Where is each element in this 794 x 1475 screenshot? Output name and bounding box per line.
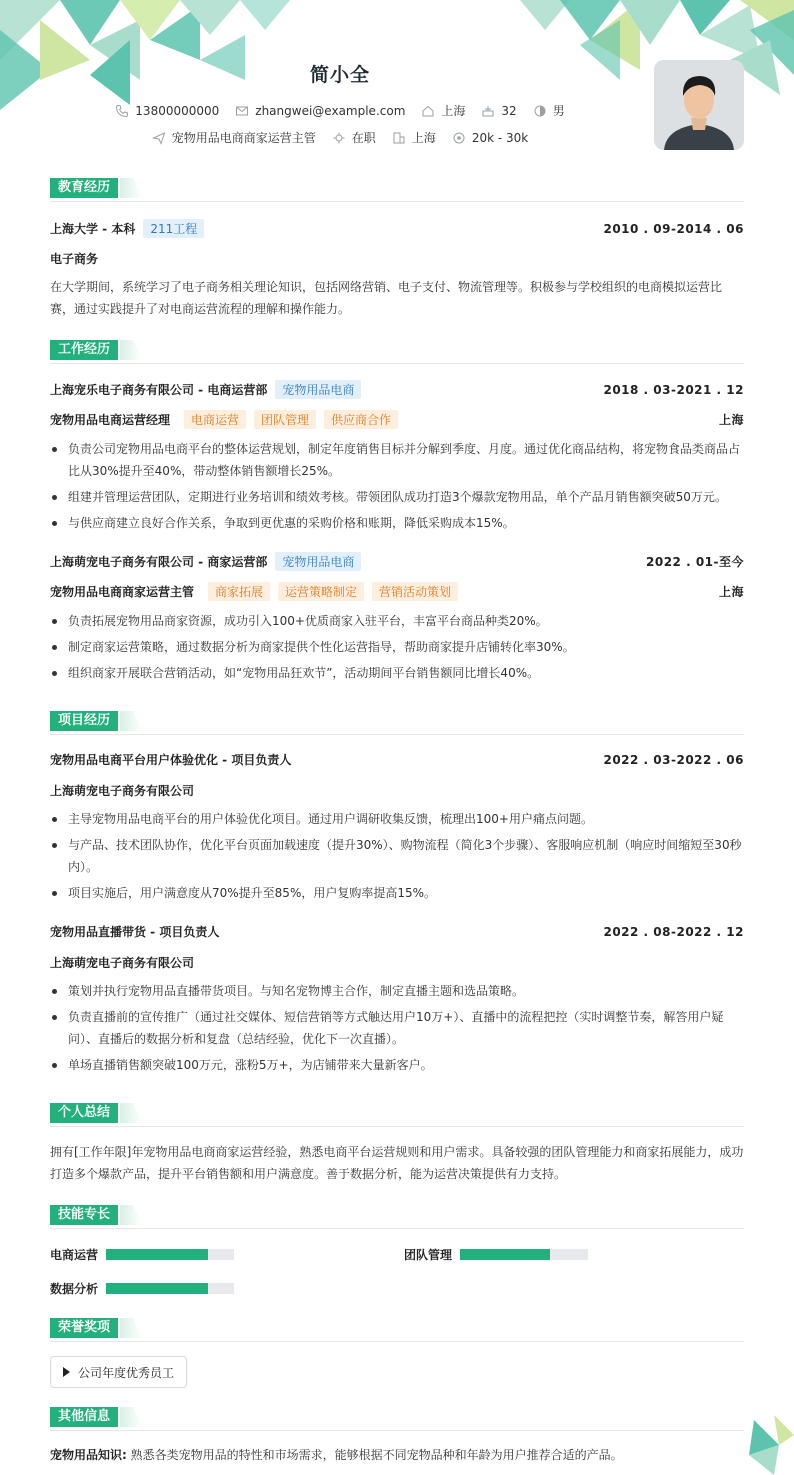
skill-bar: [106, 1283, 234, 1294]
section-title: 工作经历: [50, 340, 118, 360]
city-value: 上海: [441, 104, 466, 118]
section-title-tail: [120, 1205, 142, 1225]
work-bullet: 组织商家开展联合营销活动，如“宠物用品狂欢节”，活动期间平台销售额同比增长40%。: [50, 662, 744, 684]
project-header: [50, 923, 744, 940]
person-portrait-icon: [654, 60, 744, 150]
work-date: 2018 . 03-2021 . 12: [603, 382, 744, 397]
skill-tag: 商家拓展: [208, 582, 270, 601]
target-city-item: [392, 129, 436, 146]
section-education: [50, 176, 744, 202]
status-value: 在职: [351, 131, 376, 145]
industry-tag: 宠物用品电商: [275, 380, 361, 399]
gender-value: 男: [552, 104, 565, 118]
avatar-photo: [654, 60, 744, 150]
work-header: [50, 380, 744, 399]
skill-bar-fill: [106, 1283, 208, 1294]
project-header: [50, 751, 744, 768]
work-city: 上海: [718, 585, 744, 599]
building-icon: [392, 131, 406, 145]
section-title-tail: [120, 1103, 142, 1123]
email-value: zhangwei@example.com: [255, 103, 406, 118]
other-text: 熟悉各类宠物用品的特性和市场需求，能够根据不同宠物品种和年龄为用户推荐合适的产品。: [130, 1448, 623, 1462]
gender-item: [533, 102, 565, 119]
status-icon: [332, 131, 346, 145]
major: 电子商务: [50, 252, 99, 266]
work-header: [50, 552, 744, 571]
education-desc: 在大学期间，系统学习了电子商务相关理论知识，包括网络营销、电子支付、物流管理等。积极参与学校组织的电商模拟运营比赛，通过实践提升了对电商运营流程的理解和操作能力。: [50, 280, 723, 316]
section-title: 个人总结: [50, 1103, 118, 1123]
award-item: [50, 1356, 187, 1388]
position-title: 宠物用品电商运营经理: [50, 413, 171, 427]
skill-name: 数据分析: [50, 1282, 99, 1296]
skill-item: [50, 1246, 234, 1263]
email-item: [235, 104, 405, 118]
education-date: 2010 . 09-2014 . 06: [603, 221, 744, 236]
skill-tag: 营销活动策划: [372, 582, 458, 601]
project-company: 上海萌宠电子商务有限公司: [50, 956, 195, 970]
skill-item: [50, 1280, 234, 1297]
other-info: [50, 1446, 623, 1463]
cake-icon: [481, 104, 495, 118]
project-bullet: 与产品、技术团队协作，优化平台页面加载速度（提升30%）、购物流程（简化3个步骤）、客服响应机制（响应时间缩短至30秒内）。: [50, 834, 744, 878]
section-title-tail: [120, 711, 142, 731]
work-position-row: [50, 582, 744, 601]
position-title: 宠物用品电商商家运营主管: [50, 585, 195, 599]
target-job-value: 宠物用品电商商家运营主管: [171, 131, 316, 145]
work-position-row: [50, 410, 744, 429]
section-skills: [50, 1203, 744, 1229]
home-icon: [421, 104, 435, 118]
salary-value: 20k - 30k: [471, 130, 529, 145]
section-awards: [50, 1316, 744, 1342]
phone-value: 13800000000: [135, 103, 220, 118]
salary-icon: [452, 131, 466, 145]
age-item: [481, 104, 516, 118]
project-bullet: 主导宠物用品电商平台的用户体验优化项目。通过用户调研收集反馈，梳理出100+用户痛点问题。: [50, 808, 744, 830]
section-summary: [50, 1101, 744, 1127]
project-bullet: 单场直播销售额突破100万元，涨粉5万+，为店铺带来大量新客户。: [50, 1054, 744, 1076]
school-name: 上海大学 - 本科: [50, 222, 136, 236]
work-bullet: 与供应商建立良好合作关系，争取到更优惠的采购价格和账期，降低采购成本15%。: [50, 512, 744, 534]
school-tag: 211工程: [143, 219, 204, 238]
work-bullet: 制定商家运营策略，通过数据分析为商家提供个性化运营指导，帮助商家提升店铺转化率30%。: [50, 636, 744, 658]
project-date: 2022 . 08-2022 . 12: [603, 924, 744, 939]
section-title-tail: [120, 1407, 142, 1427]
skill-tag: 运营策略制定: [278, 582, 364, 601]
gender-icon: [533, 104, 547, 118]
skill-bar: [460, 1249, 588, 1260]
award-name: 公司年度优秀员工: [78, 1365, 175, 1380]
project-name: 宠物用品电商平台用户体验优化 - 项目负责人: [50, 753, 292, 767]
skill-name: 团队管理: [404, 1248, 453, 1262]
other-label: 宠物用品知识:: [50, 1448, 127, 1462]
skill-name: 电商运营: [50, 1248, 99, 1262]
candidate-name: 简小全: [309, 64, 370, 86]
section-title-tail: [120, 178, 142, 198]
phone-item: [115, 104, 219, 118]
industry-tag: 宠物用品电商: [275, 552, 361, 571]
skill-tag: 电商运营: [184, 410, 246, 429]
project-bullet: 项目实施后，用户满意度从70%提升至85%，用户复购率提高15%。: [50, 882, 744, 904]
section-other: [50, 1405, 744, 1431]
project-bullet: 策划并执行宠物用品直播带货项目。与知名宠物博主合作，制定直播主题和选品策略。: [50, 980, 744, 1002]
phone-icon: [115, 104, 129, 118]
skill-bar-fill: [106, 1249, 208, 1260]
project-company: 上海萌宠电子商务有限公司: [50, 784, 195, 798]
section-title: 项目经历: [50, 711, 118, 731]
email-icon: [235, 104, 249, 118]
company-name: 上海萌宠电子商务有限公司 - 商家运营部: [50, 555, 268, 569]
skill-bar: [106, 1249, 234, 1260]
summary-text: 拥有[工作年限]年宠物用品电商商家运营经验，熟悉电商平台运营规则和用户需求。具备较强的团队管理能力和商家拓展能力，成功打造多个爆款产品，提升平台销售额和用户满意度。善于数据分析，能为运营决策提供有力支持。: [50, 1145, 744, 1181]
project-bullet: 负责直播前的宣传推广（通过社交媒体、短信营销等方式触达用户10万+）、直播中的流程把控（实时调整节奏，解答用户疑问）、直播后的数据分析和复盘（总结经验，优化下一次直播）。: [50, 1006, 744, 1050]
project-name: 宠物用品直播带货 - 项目负责人: [50, 925, 220, 939]
salary-item: [452, 131, 528, 145]
section-title: 技能专长: [50, 1205, 118, 1225]
contact-row: [50, 102, 630, 119]
skill-tag: 团队管理: [254, 410, 316, 429]
job-intent-row: [50, 129, 630, 146]
send-icon: [152, 131, 166, 145]
section-title-tail: [120, 340, 142, 360]
skill-bar-fill: [460, 1249, 550, 1260]
education-header: [50, 219, 744, 238]
work-city: 上海: [718, 413, 744, 427]
skill-tag: 供应商合作: [324, 410, 398, 429]
target-city-value: 上海: [411, 131, 436, 145]
work-bullet: 组建并管理运营团队，定期进行业务培训和绩效考核。带领团队成功打造3个爆款宠物用品，单个产品月销售额突破50万元。: [50, 486, 744, 508]
section-work: [50, 338, 744, 364]
project-date: 2022 . 03-2022 . 06: [603, 752, 744, 767]
section-title: 其他信息: [50, 1407, 118, 1427]
skill-item: [404, 1246, 588, 1263]
section-title: 荣誉奖项: [50, 1318, 118, 1338]
work-bullet: 负责拓展宠物用品商家资源，成功引入100+优质商家入驻平台，丰富平台商品种类20%。: [50, 610, 744, 632]
company-name: 上海宠乐电子商务有限公司 - 电商运营部: [50, 383, 268, 397]
section-title: 教育经历: [50, 178, 118, 198]
play-arrow-icon: [63, 1367, 70, 1377]
age-value: 32: [501, 103, 517, 118]
section-title-tail: [120, 1318, 142, 1338]
work-bullet: 负责公司宠物用品电商平台的整体运营规划，制定年度销售目标并分解到季度、月度。通过优化商品结构，将宠物食品类商品占比从30%提升至40%，带动整体销售额增长25%。: [50, 438, 744, 482]
work-date: 2022 . 01-至今: [646, 555, 744, 569]
status-item: [332, 129, 376, 146]
target-job-item: [152, 129, 316, 146]
city-item: [421, 102, 465, 119]
section-projects: [50, 709, 744, 735]
